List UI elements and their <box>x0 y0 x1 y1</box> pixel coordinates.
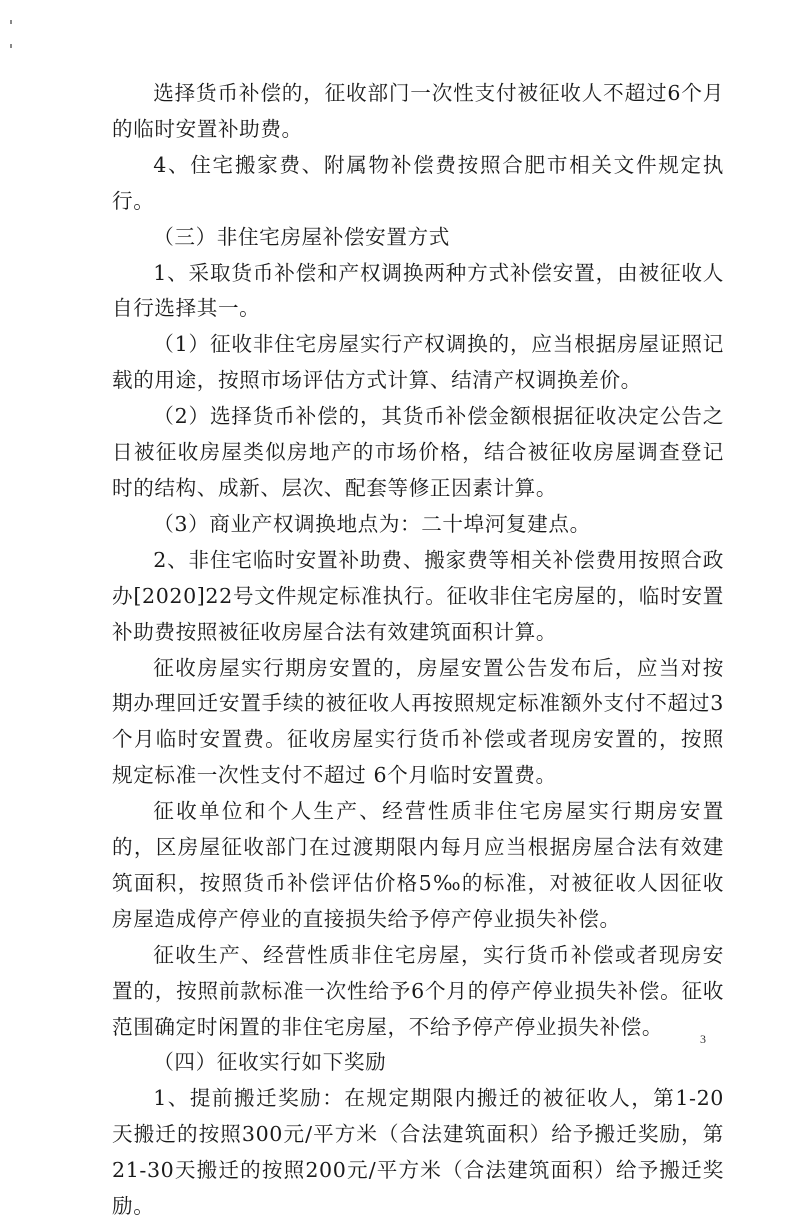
section-heading: （四）征收实行如下奖励 <box>153 1050 387 1075</box>
paragraph: 征收单位和个人生产、经营性质非住宅房屋实行期房安置的，区房屋征收部门在过渡期限内每月应当根据房屋合法有效建筑面积，按照货币补偿评估价格5‰的标准，对被征收人因征收房屋造成停产停业的直接损失给予停产停业损失补偿。 <box>112 799 724 931</box>
scan-artifact <box>10 44 12 48</box>
paragraph: 选择货币补偿的，征收部门一次性支付被征收人不超过6个月的临时安置补助费。 <box>112 81 724 141</box>
paragraph: 4、住宅搬家费、附属物补偿费按照合肥市相关文件规定执行。 <box>112 152 724 213</box>
paragraph: （2）选择货币补偿的，其货币补偿金额根据征收决定公告之日被征收房屋类似房地产的市场价格，结合被征收房屋调查登记时的结构、成新、层次、配套等修正因素计算。 <box>112 404 724 500</box>
scan-artifact <box>10 20 12 24</box>
paragraph: 征收生产、经营性质非住宅房屋，实行货币补偿或者现房安置的，按照前款标准一次性给予6个月的停产停业损失补偿。征收范围确定时闲置的非住宅房屋，不给予停产停业损失补偿。 <box>112 942 724 1039</box>
page-number: 3 <box>700 1032 706 1046</box>
paragraph: 1、提前搬迁奖励：在规定期限内搬迁的被征收人，第1-20天搬迁的按照300元/平方米（合法建筑面积）给予搬迁奖励，第21-30天搬迁的按照200元/平方米（合法建筑面积）给予搬迁奖励。 <box>112 1086 724 1219</box>
document-body <box>112 76 724 1225</box>
paragraph: 2、非住宅临时安置补助费、搬家费等相关补偿费用按照合政办[2020]22号文件规定标准执行。征收非住宅房屋的，临时安置补助费按照被征收房屋合法有效建筑面积计算。 <box>112 547 724 644</box>
paragraph: 1、采取货币补偿和产权调换两种方式补偿安置，由被征收人自行选择其一。 <box>112 260 724 321</box>
paragraph: 征收房屋实行期房安置的，房屋安置公告发布后，应当对按期办理回迁安置手续的被征收人再按照规定标准额外支付不超过3个月临时安置费。征收房屋实行货币补偿或者现房安置的，按照规定标准一次性支付不超过 6个月临时安置费。 <box>112 655 724 788</box>
paragraph: （1）征收非住宅房屋实行产权调换的，应当根据房屋证照记载的用途，按照市场评估方式计算、结清产权调换差价。 <box>112 332 724 393</box>
section-heading: （三）非住宅房屋补偿安置方式 <box>153 224 450 249</box>
paragraph: （3）商业产权调换地点为：二十埠河复建点。 <box>153 511 591 536</box>
